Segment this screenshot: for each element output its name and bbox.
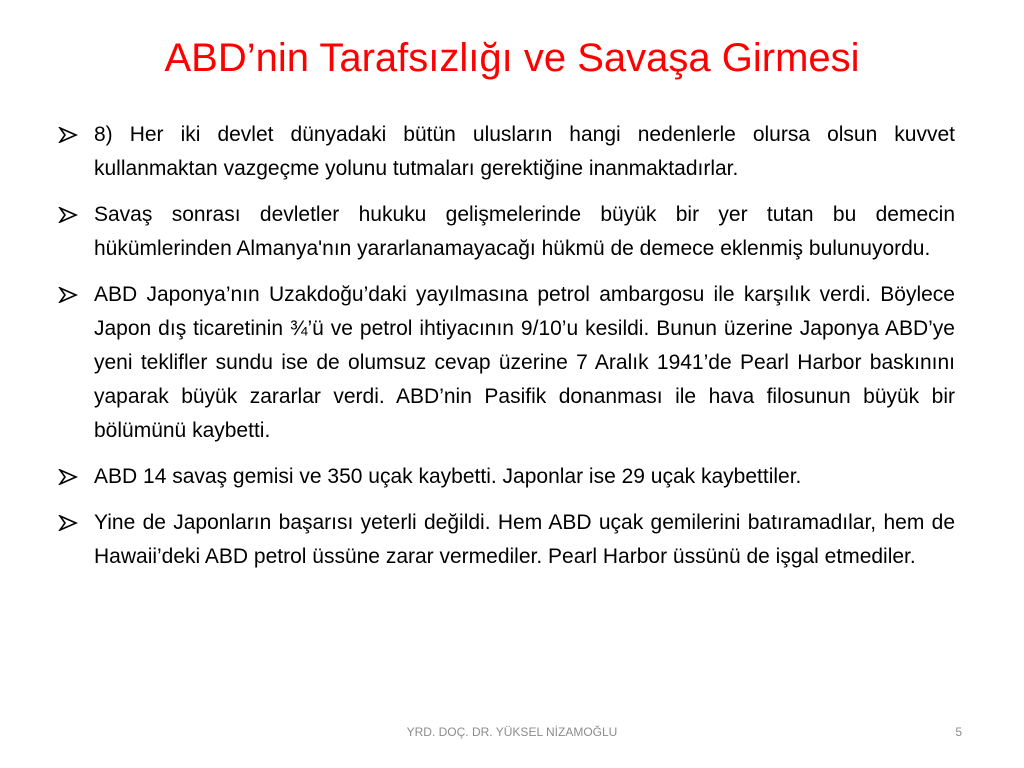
slide-title: ABD’nin Tarafsızlığı ve Savaşa Girmesi — [164, 36, 860, 80]
bullet-item — [58, 506, 955, 574]
page-number: 5 — [955, 725, 962, 739]
bullet-item — [58, 460, 955, 494]
bullet-item — [58, 118, 955, 186]
bullet-text: ABD 14 savaş gemisi ve 350 uçak kaybetti. Japonlar ise 29 uçak kaybettiler. — [94, 465, 802, 488]
arrowhead-bullet-icon — [58, 207, 78, 223]
bullet-text: Yine de Japonların başarısı yeterli değildi. Hem ABD uçak gemilerini batıramadılar, hem de Hawaii’deki ABD petrol üssüne zarar vermediler. Pearl Harbor üssünü de işgal etmediler. — [94, 511, 955, 568]
bullet-item — [58, 198, 955, 266]
bullet-text: Savaş sonrası devletler hukuku gelişmelerinde büyük bir yer tutan bu demecin hükümlerinden Almanya'nın yararlanamayacağı hükmü de demece eklenmiş bulunuyordu. — [94, 203, 955, 260]
arrowhead-bullet-icon — [58, 515, 78, 531]
bullet-text: 8) Her iki devlet dünyadaki bütün ulusların hangi nedenlerle olursa olsun kuvvet kullanmaktan vazgeçme yolunu tutmaları gerektiğine inanmaktadırlar. — [94, 123, 955, 180]
bullet-item — [58, 278, 955, 448]
arrowhead-bullet-icon — [58, 469, 78, 485]
bullet-text: ABD Japonya’nın Uzakdoğu’daki yayılmasına petrol ambargosu ile karşılık verdi. Böylece Japon dış ticaretinin ¾’ü ve petrol ihtiyacının 9/10’u kesildi. Bunun üzerine Japonya ABD’ye yeni teklifler sundu ise de olumsuz cevap üzerine 7 Aralık 1941’de Pearl Harbor baskınını yaparak büyük zararlar verdi. ABD’nin Pasifik donanması ile hava filosunun büyük bir bölümünü kaybetti. — [94, 283, 955, 442]
arrowhead-bullet-icon — [58, 287, 78, 303]
arrowhead-bullet-icon — [58, 127, 78, 143]
bullet-list — [58, 118, 955, 586]
footer-author: YRD. DOÇ. DR. YÜKSEL NİZAMOĞLU — [406, 725, 618, 739]
